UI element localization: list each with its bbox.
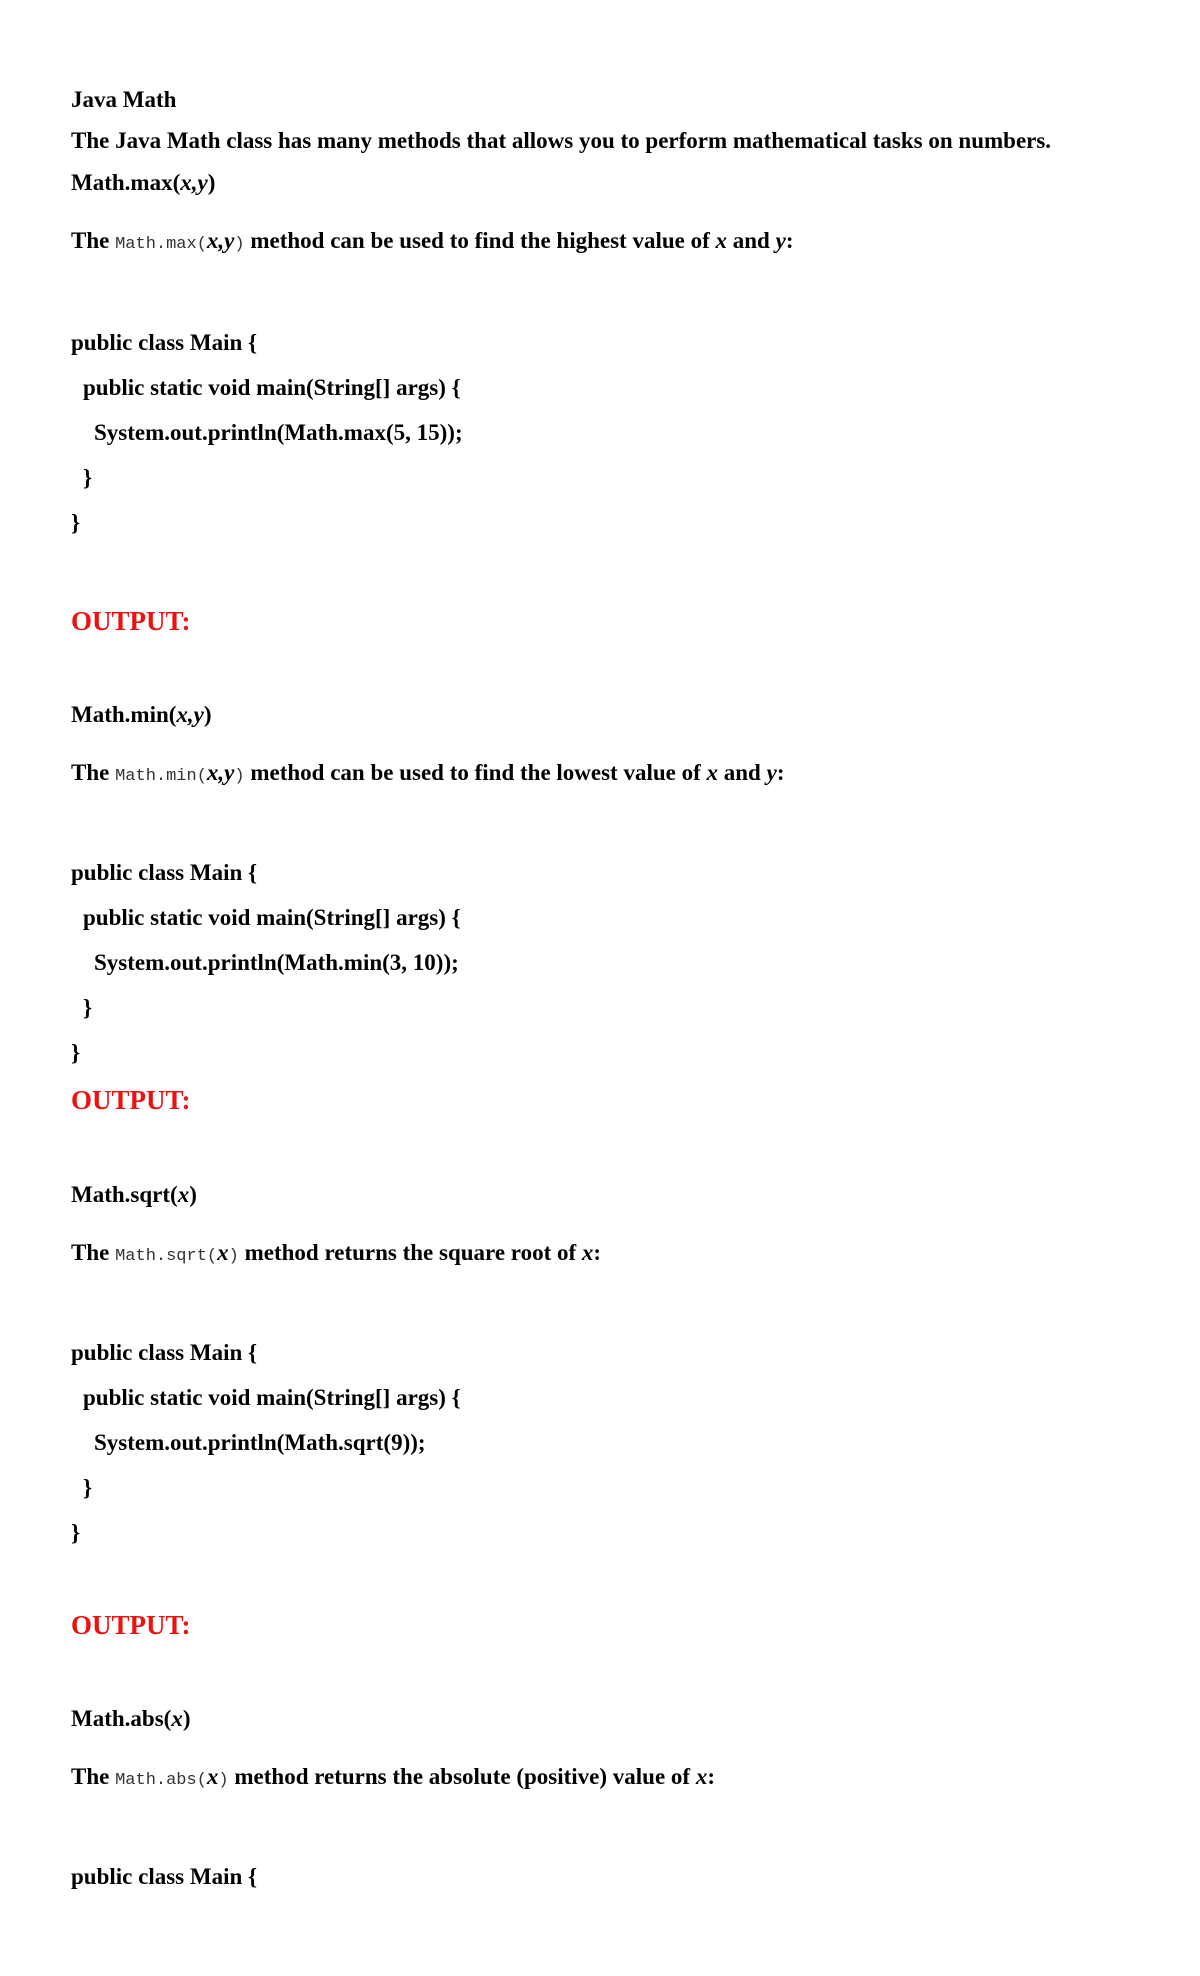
- section-heading-sqrt: [71, 1180, 197, 1210]
- output-label: OUTPUT:: [71, 1085, 191, 1115]
- inline-code: Math.sqrt(: [115, 1247, 218, 1266]
- desc-and: and: [718, 760, 767, 785]
- heading-method: Math.sqrt(: [71, 1182, 178, 1207]
- desc-prefix: The: [71, 228, 116, 253]
- section-heading-min: [71, 700, 212, 730]
- desc-prefix: The: [71, 1764, 116, 1789]
- desc-end: :: [707, 1764, 716, 1789]
- heading-args: x: [177, 1182, 190, 1207]
- desc-end: :: [776, 760, 785, 785]
- heading-close: ): [203, 702, 212, 727]
- desc-end: :: [785, 228, 794, 253]
- intro-paragraph: The Java Math class has many methods that allows you to perform mathematical tasks on numbers.: [71, 128, 1052, 153]
- code-line: public class Main {: [71, 1864, 258, 1889]
- heading-method: Math.abs(: [71, 1706, 172, 1731]
- code-line: System.out.println(Math.max(5, 15));: [94, 420, 463, 445]
- desc-var-x: x: [695, 1764, 708, 1789]
- document-title: Java Math: [71, 87, 177, 112]
- desc-text: method can be used to find the highest value of: [244, 228, 716, 253]
- desc-var-y: y: [766, 760, 777, 785]
- inline-code-var: x,y: [206, 760, 235, 785]
- desc-text: method returns the square root of: [238, 1240, 582, 1265]
- section-heading-max: [71, 168, 215, 198]
- desc-var-x: x: [715, 228, 727, 253]
- code-line: }: [83, 995, 93, 1020]
- code-line: }: [83, 465, 93, 490]
- code-line: public static void main(String[] args) {: [83, 375, 461, 400]
- inline-code-close: ): [228, 1247, 239, 1266]
- heading-args: x: [171, 1706, 183, 1731]
- heading-args: x,y: [180, 170, 208, 195]
- section-heading-abs: [71, 1704, 190, 1734]
- heading-close: ): [207, 170, 216, 195]
- section-desc-max: [71, 226, 793, 260]
- output-label: OUTPUT:: [71, 1610, 191, 1640]
- code-line: }: [71, 510, 81, 535]
- heading-close: ): [182, 1706, 191, 1731]
- section-desc-min: [71, 758, 785, 792]
- code-line: public class Main {: [71, 330, 258, 355]
- code-line: }: [71, 1040, 81, 1065]
- inline-code-var: x: [217, 1240, 229, 1265]
- inline-code-close: ): [218, 1771, 229, 1790]
- code-line: public class Main {: [71, 860, 258, 885]
- desc-end: :: [593, 1240, 602, 1265]
- desc-var-x: x: [581, 1240, 594, 1265]
- inline-code: Math.max(: [115, 235, 207, 254]
- heading-method: Math.min(: [71, 702, 177, 727]
- code-line: public static void main(String[] args) {: [83, 1385, 461, 1410]
- code-line: }: [83, 1475, 93, 1500]
- code-line: System.out.println(Math.sqrt(9));: [94, 1430, 426, 1455]
- inline-code: Math.abs(: [115, 1771, 207, 1790]
- inline-code-var: x: [206, 1764, 219, 1789]
- code-line: }: [71, 1520, 81, 1545]
- desc-text: method returns the absolute (positive) value of: [228, 1764, 696, 1789]
- heading-args: x,y: [176, 702, 204, 727]
- desc-var-y: y: [775, 228, 786, 253]
- desc-prefix: The: [71, 760, 116, 785]
- heading-close: ): [189, 1182, 197, 1207]
- code-line: System.out.println(Math.min(3, 10));: [94, 950, 459, 975]
- desc-var-x: x: [706, 760, 719, 785]
- inline-code-var: x,y: [206, 228, 235, 253]
- output-label: OUTPUT:: [71, 606, 191, 636]
- desc-text: method can be used to find the lowest value of: [244, 760, 707, 785]
- desc-prefix: The: [71, 1240, 116, 1265]
- section-desc-sqrt: [71, 1238, 601, 1272]
- inline-code-close: ): [234, 235, 245, 254]
- desc-and: and: [727, 228, 776, 253]
- heading-method: Math.max(: [71, 170, 181, 195]
- code-line: public static void main(String[] args) {: [83, 905, 461, 930]
- inline-code-close: ): [234, 767, 245, 786]
- inline-code: Math.min(: [115, 767, 207, 786]
- section-desc-abs: [71, 1762, 715, 1796]
- code-line: public class Main {: [71, 1340, 258, 1365]
